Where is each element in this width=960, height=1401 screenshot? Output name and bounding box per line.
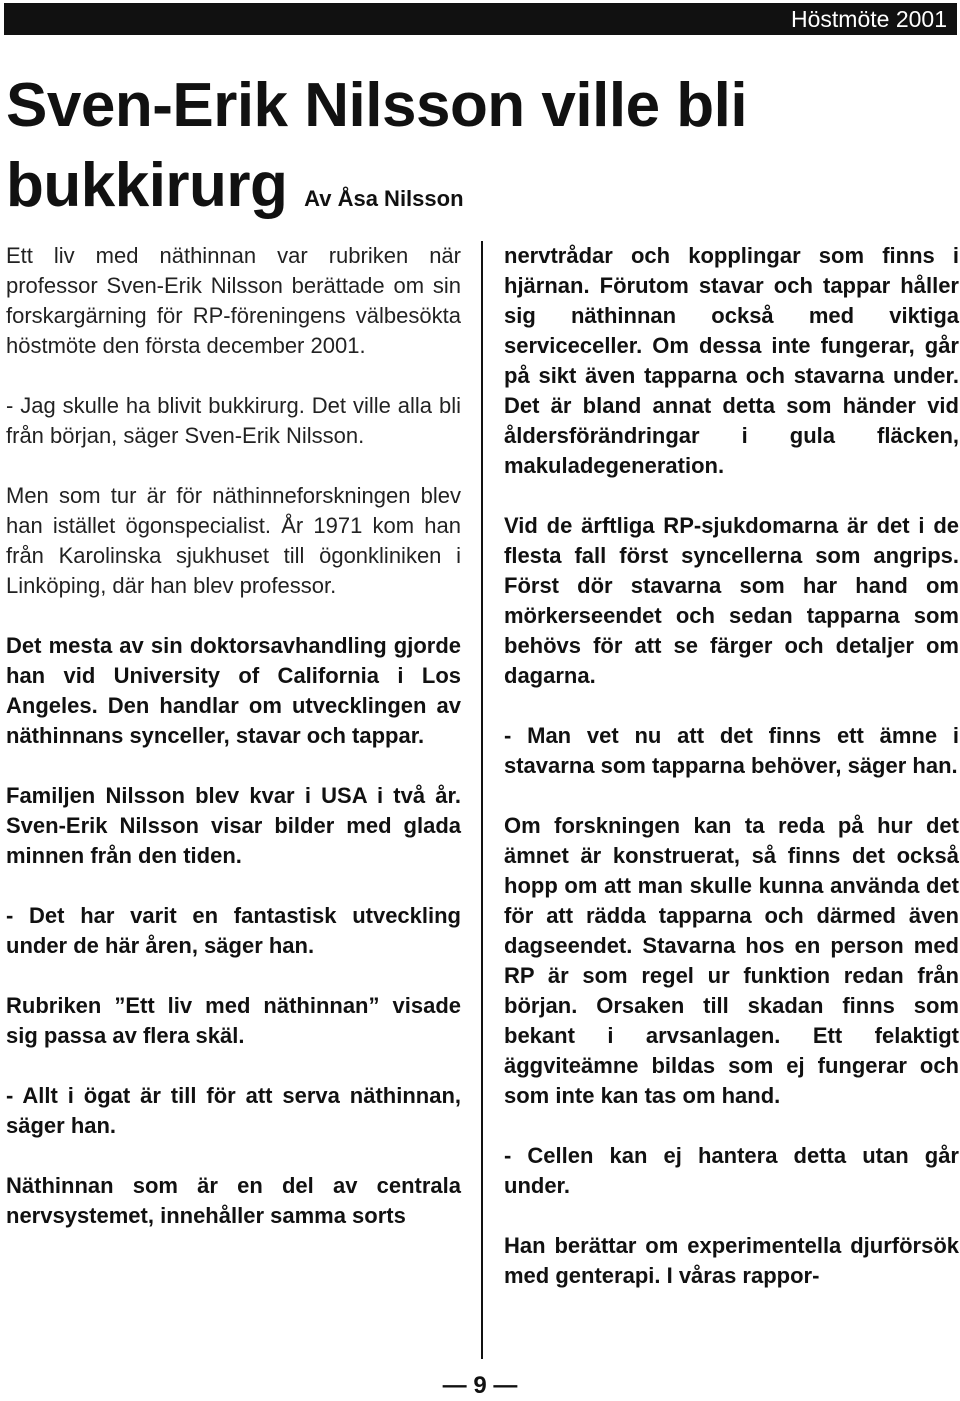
- paragraph: Rubriken ”Ett liv med näthinnan” visade sig passa av flera skäl.: [6, 993, 461, 1048]
- paragraph: - Det har varit en fantastisk utveckling under de här åren, säger han.: [6, 903, 461, 958]
- column-divider: [481, 241, 483, 1359]
- paragraph: Men som tur är för näthinneforskningen blev han istället ögonspecialist. År 1971 kom han från Karolinska sjukhuset till ögonkliniken i Linköping, där han blev professor.: [6, 483, 461, 598]
- left-column: [6, 241, 461, 1261]
- paragraph: - Man vet nu att det finns ett ämne i stavarna som tapparna behöver, säger han.: [504, 723, 959, 778]
- paragraph: - Jag skulle ha blivit bukkirurg. Det ville alla bli från början, säger Sven-Erik Nilsson.: [6, 393, 461, 448]
- header-label: Höstmöte 2001: [791, 6, 947, 32]
- paragraph: Familjen Nilsson blev kvar i USA i två år. Sven-Erik Nilsson visar bilder med glada minnen från den tiden.: [6, 783, 461, 868]
- paragraph: Ett liv med näthinnan var rubriken när professor Sven-Erik Nilsson berättade om sin forskargärning för RP-föreningens välbesökta höstmöte den första december 2001.: [6, 243, 461, 358]
- paragraph: Det mesta av sin doktorsavhandling gjorde han vid University of California i Los Angeles. Den handlar om utvecklingen av näthinnans synceller, stavar och tappar.: [6, 633, 461, 748]
- page-number: — 9 —: [442, 1372, 518, 1399]
- paragraph: - Allt i ögat är till för att serva näthinnan, säger han.: [6, 1083, 461, 1138]
- byline: Av Åsa Nilsson: [304, 186, 464, 211]
- paragraph: nervtrådar och kopplingar som finns i hjärnan. Förutom stavar och tappar håller sig näthinnan också med viktiga serviceceller. Om dessa inte fungerar, går på sikt även tapparna och stavarna under. Det är bland annat detta som händer vid åldersförändringar i gula fläcken, makuladegeneration.: [504, 243, 959, 478]
- paragraph: Vid de ärftliga RP-sjukdomarna är det i de flesta fall först syncellerna som angrips. Först dör stavarna som har hand om mörkerseendet och sedan tapparna som behövs för att se färger och detaljer om dagarna.: [504, 513, 959, 688]
- paragraph: - Cellen kan ej hantera detta utan går under.: [504, 1143, 959, 1198]
- paragraph: Han berättar om experimentella djurförsök med genterapi. I våras rappor-: [504, 1233, 959, 1288]
- paragraph: Näthinnan som är en del av centrala nervsystemet, innehåller samma sorts: [6, 1173, 461, 1228]
- right-column: [504, 241, 959, 1321]
- article-title: [6, 66, 946, 239]
- paragraph: Om forskningen kan ta reda på hur det ämnet är konstruerat, så finns det också hopp om att man skulle kunna använda det för att rädda tapparna och därmed även dagseendet. Stavarna hos en person med RP är som regel ur funktion redan från början. Orsaken till skadan finns som bekant i arvsanlagen. Ett felaktigt äggviteämne bildas som ej fungerar och som inte kan tas om hand.: [504, 813, 959, 1108]
- title-text: Sven-Erik Nilsson ville bli bukkirurg: [6, 71, 748, 220]
- header-bar: [4, 3, 957, 35]
